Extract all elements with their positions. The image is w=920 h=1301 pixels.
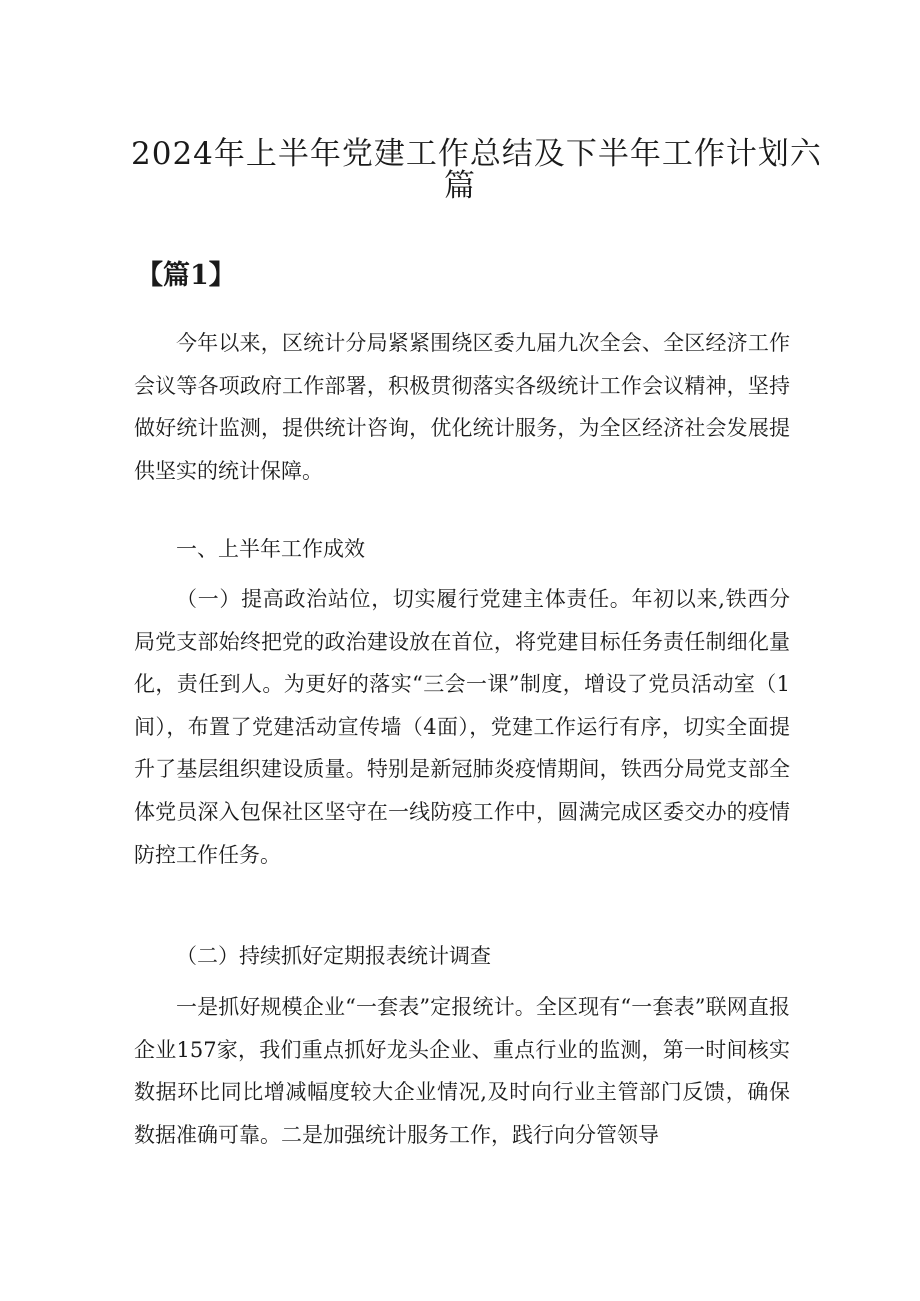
paragraph-point-1: （一）提高政治站位，切实履行党建主体责任。年初以来,铁西分局党支部始终把党的政治建设放在首位，将党建目标任务责任制细化量化，责任到人。为更好的落实“三会一课”制度，增设了党员活动室（1间），布置了党建活动宣传墙（4面），党建工作运行有序，切实全面提升了基层组织建设质量。特别是新冠肺炎疫情期间，铁西分局党支部全体党员深入包保社区坚守在一线防疫工作中，圆满完成区委交办的疫情防控工作任务。 xyxy=(134,587,790,867)
heading-point-2: （二）持续抓好定期报表统计调查 xyxy=(176,944,491,968)
section-label: 【篇1】 xyxy=(136,260,236,291)
heading-first-half-results: 一、上半年工作成效 xyxy=(176,537,365,561)
document-title-line-2: 篇 xyxy=(444,168,476,204)
paragraph-intro: 今年以来，区统计分局紧紧围绕区委九届九次全会、全区经济工作会议等各项政府工作部署，积极贯彻落实各级统计工作会议精神，坚持做好统计监测，提供统计咨询，优化统计服务，为全区经济社会发展提供坚实的统计保障。 xyxy=(134,331,790,483)
paragraph-point-2-detail: 一是抓好规模企业“一套表”定报统计。全区现有“一套表”联网直报企业157家，我们重点抓好龙头企业、重点行业的监测，第一时间核实数据环比同比增减幅度较大企业情况,及时向行业主管部门反馈，确保数据准确可靠。二是加强统计服务工作，践行向分管领导 xyxy=(134,995,790,1147)
document-title-line-1: 2024年上半年党建工作总结及下半年工作计划六 xyxy=(131,136,822,172)
